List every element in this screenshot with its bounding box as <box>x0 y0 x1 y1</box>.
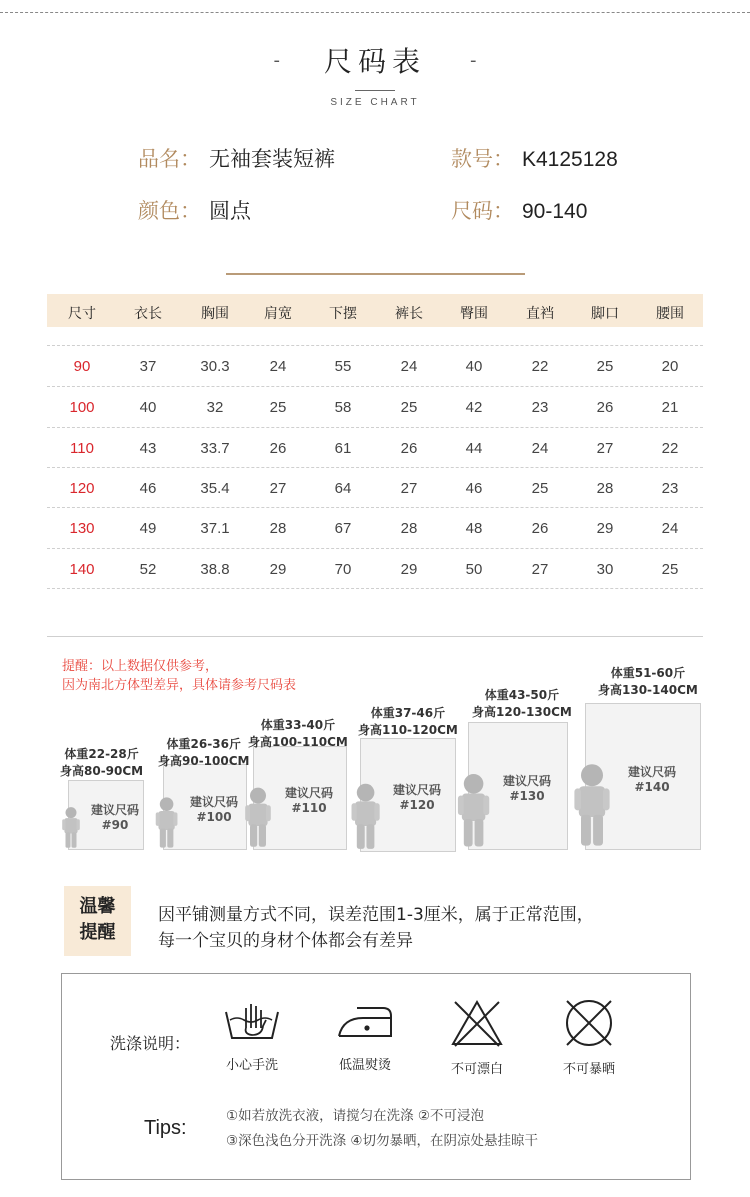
measure-cell: 26 <box>531 520 549 537</box>
child-silhouette-icon <box>153 796 180 850</box>
measure-cell: 24 <box>661 520 679 537</box>
measure-cell: 50 <box>465 561 483 578</box>
size-cell: 110 <box>70 440 94 457</box>
size-cell: 130 <box>69 520 95 537</box>
measure-cell: 29 <box>596 520 614 537</box>
style-number-value: K4125128 <box>522 148 618 171</box>
column-header: 裤长 <box>395 306 423 322</box>
recommended-size-label <box>181 793 247 824</box>
column-header: 臀围 <box>460 306 488 322</box>
measure-cell: 21 <box>661 399 679 416</box>
measure-cell: 64 <box>334 480 352 497</box>
style-number-row <box>451 143 618 173</box>
measure-cell: 30.3 <box>200 358 230 375</box>
recommended-size-label <box>603 763 701 794</box>
recommended-size-value: #100 <box>196 810 232 824</box>
warm-tip-text-2: 每一个宝贝的身材个体都会有差异 <box>158 931 413 951</box>
weight-height-label <box>472 686 572 720</box>
gold-divider <box>226 273 525 275</box>
measure-cell: 29 <box>269 561 287 578</box>
iron-low-icon <box>333 998 397 1044</box>
hand-wash-icon <box>222 998 282 1044</box>
measure-cell: 61 <box>334 440 352 457</box>
measure-cell: 29 <box>400 561 418 578</box>
measure-cell: 23 <box>531 399 549 416</box>
color-label: 颜色： <box>138 199 201 223</box>
measure-cell: 55 <box>334 358 352 375</box>
measure-cell: 46 <box>465 480 483 497</box>
size-range-value: 90-140 <box>522 200 588 223</box>
height-text: 身高110-120CM <box>358 723 458 737</box>
table-row <box>47 467 703 507</box>
weight-text: 体重51-60斤 <box>610 666 686 680</box>
height-text: 身高120-130CM <box>472 705 572 719</box>
page-subtitle: SIZE CHART <box>330 97 420 108</box>
measure-cell: 44 <box>465 440 483 457</box>
measure-cell: 25 <box>531 480 549 497</box>
measure-cell: 27 <box>596 440 614 457</box>
column-header: 直裆 <box>526 306 554 322</box>
warm-tip-text-1: 因平铺测量方式不同，误差范围1-3厘米，属于正常范围， <box>158 905 594 925</box>
size-cell: 120 <box>69 480 95 497</box>
recommended-size-value: #120 <box>399 798 435 812</box>
size-cell: 140 <box>69 561 95 578</box>
recommended-size-label <box>271 784 347 815</box>
measure-cell: 25 <box>269 399 287 416</box>
measure-cell: 37.1 <box>200 520 230 537</box>
warm-tip-badge <box>64 886 131 956</box>
no-sun-item <box>544 998 634 1077</box>
title-dash-right: - <box>470 49 477 71</box>
recommended-size-text: 建议尺码 <box>189 795 238 809</box>
tips-line-1: ①如若放洗衣液，请搅匀在洗涤 ②不可浸泡 <box>226 1108 484 1124</box>
weight-text: 体重43-50斤 <box>484 688 560 702</box>
weight-text: 体重37-46斤 <box>370 706 446 720</box>
hand-wash-item <box>207 998 297 1073</box>
height-text: 身高90-100CM <box>158 754 250 768</box>
measure-cell: 24 <box>269 358 287 375</box>
washing-label: 洗涤说明： <box>110 1034 191 1053</box>
no-bleach-caption: 不可漂白 <box>450 1062 503 1077</box>
measure-cell: 26 <box>596 399 614 416</box>
measure-cell: 37 <box>139 358 157 375</box>
table-row <box>47 507 703 547</box>
iron-item <box>320 998 410 1073</box>
tips-line-2: ③深色浅色分开洗涤 ④切勿暴晒，在阴凉处悬挂晾干 <box>226 1133 538 1149</box>
measure-cell: 32 <box>206 399 224 416</box>
product-name-value: 无袖套装短裤 <box>209 147 335 171</box>
height-text: 身高100-110CM <box>248 735 348 749</box>
measure-cell: 49 <box>139 520 157 537</box>
column-header: 胸围 <box>201 306 229 322</box>
table-row <box>47 386 703 426</box>
no-sun-caption: 不可暴晒 <box>562 1062 615 1077</box>
recommended-size-text: 建议尺码 <box>627 764 676 779</box>
measure-cell: 58 <box>334 399 352 416</box>
product-name-label: 品名： <box>138 147 201 171</box>
height-text: 身高130-140CM <box>598 683 698 697</box>
size-table-header <box>47 294 703 327</box>
weight-height-label <box>60 745 143 779</box>
section-divider <box>47 636 703 637</box>
measure-cell: 27 <box>400 480 418 497</box>
product-name-row <box>138 143 335 173</box>
measure-cell: 42 <box>465 399 483 416</box>
column-header: 下摆 <box>329 306 357 322</box>
style-number-label: 款号： <box>451 147 514 171</box>
table-bottom-border <box>47 588 703 589</box>
measure-cell: 28 <box>400 520 418 537</box>
column-header: 脚口 <box>591 306 619 322</box>
page-title: 尺码表 <box>323 45 426 78</box>
recommended-size-value: #130 <box>509 789 545 803</box>
weight-height-label <box>158 735 249 769</box>
column-header: 衣长 <box>134 306 162 322</box>
warm-tip-badge-line1: 温馨 <box>79 896 116 917</box>
measure-cell: 24 <box>400 358 418 375</box>
measure-cell: 22 <box>531 358 549 375</box>
recommended-size-label <box>378 781 456 812</box>
measure-cell: 24 <box>531 440 549 457</box>
measure-cell: 70 <box>334 561 352 578</box>
top-dashed-divider <box>0 12 750 13</box>
table-row <box>47 548 703 588</box>
recommended-size-text: 建议尺码 <box>90 803 139 817</box>
weight-height-label <box>248 716 348 750</box>
measure-cell: 40 <box>139 399 157 416</box>
size-range-row <box>451 195 587 225</box>
measure-cell: 25 <box>400 399 418 416</box>
column-header: 尺寸 <box>68 306 96 322</box>
weight-height-label <box>358 704 458 738</box>
column-header: 肩宽 <box>264 306 292 322</box>
height-text: 身高80-90CM <box>60 764 144 778</box>
measure-cell: 27 <box>269 480 287 497</box>
color-row <box>138 195 251 225</box>
size-cell: 100 <box>69 399 95 416</box>
table-row <box>47 427 703 467</box>
measure-cell: 67 <box>334 520 352 537</box>
column-header: 腰围 <box>656 306 684 322</box>
title-block <box>0 40 750 108</box>
recommended-size-label <box>486 772 568 803</box>
tips-label: Tips: <box>144 1117 187 1139</box>
measure-cell: 27 <box>531 561 549 578</box>
recommended-size-value: #110 <box>291 801 327 815</box>
recommended-size-label <box>86 801 144 832</box>
child-silhouette-icon <box>242 786 274 850</box>
measure-cell: 48 <box>465 520 483 537</box>
title-dash-left: - <box>273 49 280 71</box>
weight-text: 体重33-40斤 <box>260 718 336 732</box>
measure-cell: 38.8 <box>200 561 230 578</box>
measure-cell: 30 <box>596 561 614 578</box>
weight-height-label <box>598 664 698 698</box>
size-range-label: 尺码： <box>451 199 514 223</box>
measure-cell: 22 <box>661 440 679 457</box>
iron-caption: 低温熨烫 <box>338 1058 391 1073</box>
measure-cell: 46 <box>139 480 157 497</box>
no-bleach-icon <box>449 998 505 1048</box>
measure-cell: 33.7 <box>200 440 230 457</box>
title-underline <box>355 90 395 91</box>
recommended-size-value: #140 <box>634 779 670 794</box>
washing-instructions-box <box>61 973 691 1180</box>
size-cell: 90 <box>73 358 91 375</box>
measure-cell: 28 <box>269 520 287 537</box>
no-bleach-item <box>432 998 522 1077</box>
recommended-size-text: 建议尺码 <box>392 783 441 797</box>
child-silhouette-icon <box>60 806 82 850</box>
weight-text: 体重26-36斤 <box>166 737 241 751</box>
measure-cell: 52 <box>139 561 157 578</box>
measure-cell: 26 <box>269 440 287 457</box>
measure-cell: 43 <box>139 440 157 457</box>
notice-line-1: 提醒：以上数据仅供参考， <box>62 659 219 674</box>
measure-cell: 28 <box>596 480 614 497</box>
measure-cell: 35.4 <box>200 480 230 497</box>
recommended-size-text: 建议尺码 <box>502 774 551 788</box>
measure-cell: 23 <box>661 480 679 497</box>
recommended-size-value: #90 <box>101 818 129 832</box>
color-value: 圆点 <box>209 199 251 223</box>
measure-cell: 25 <box>661 561 679 578</box>
measure-cell: 40 <box>465 358 483 375</box>
measure-cell: 26 <box>400 440 418 457</box>
weight-text: 体重22-28斤 <box>64 747 139 761</box>
measure-cell: 20 <box>661 358 679 375</box>
no-tumble-dry-icon <box>562 998 616 1048</box>
notice-line-2: 因为南北方体型差异，具体请参考尺码表 <box>62 678 297 693</box>
measure-cell: 25 <box>596 358 614 375</box>
table-row <box>47 345 703 385</box>
warm-tip-badge-line2: 提醒 <box>79 922 116 943</box>
recommended-size-text: 建议尺码 <box>284 786 333 800</box>
hand-wash-caption: 小心手洗 <box>225 1058 278 1073</box>
